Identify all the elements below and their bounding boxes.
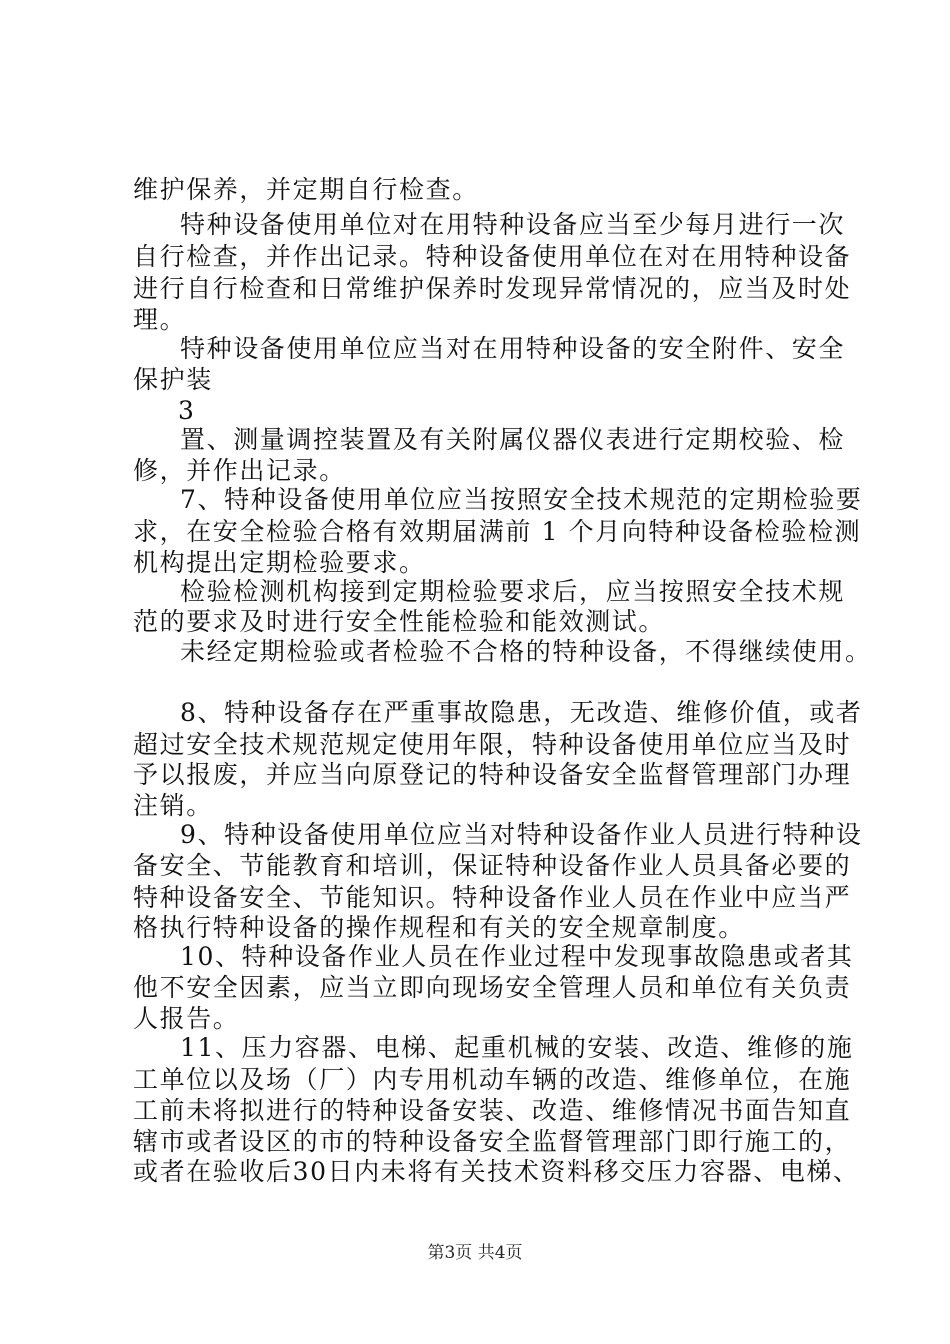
text-line: 备安全、节能教育和培训，保证特种设备作业人员具备必要的	[133, 851, 852, 880]
text-line: 予以报废，并应当向原登记的特种设备安全监督管理部门办理	[133, 760, 852, 789]
text-line: 修，并作出记录。	[133, 456, 346, 485]
text-line: 特种设备使用单位对在用特种设备应当至少每月进行一次	[180, 210, 846, 239]
text-line: 进行自行检查和日常维护保养时发现异常情况的，应当及时处	[133, 274, 852, 303]
text-line: 辖市或者设区的市的特种设备安全监督管理部门即行施工的，	[133, 1127, 852, 1156]
text-line: 11、压力容器、电梯、起重机械的安装、改造、维修的施	[180, 1033, 854, 1062]
text-line: 特种设备使用单位应当对在用特种设备的安全附件、安全	[180, 334, 846, 363]
inline-page-number: 3	[178, 396, 196, 425]
text-line: 保护装	[133, 365, 213, 394]
page-footer: 第3页 共4页	[427, 1243, 523, 1263]
text-line: 范的要求及时进行安全性能检验和能效测试。	[133, 607, 666, 636]
text-line: 9、特种设备使用单位应当对特种设备作业人员进行特种设	[180, 820, 863, 849]
text-line: 7、特种设备使用单位应当按照安全技术规范的定期检验要	[180, 485, 863, 514]
text-line: 人报告。	[133, 1004, 240, 1033]
text-line: 机构提出定期检验要求。	[133, 548, 426, 577]
text-line: 注销。	[133, 791, 213, 820]
text-line: 工前未将拟进行的特种设备安装、改造、维修情况书面告知直	[133, 1096, 852, 1125]
text-line: 置、测量调控装置及有关附属仪器仪表进行定期校验、检	[180, 425, 846, 454]
text-line: 格执行特种设备的操作规程和有关的安全规章制度。	[133, 913, 745, 942]
text-line: 10、特种设备作业人员在作业过程中发现事故隐患或者其	[180, 942, 854, 971]
text-line: 超过安全技术规范规定使用年限，特种设备使用单位应当及时	[133, 730, 852, 759]
text-line: 自行检查，并作出记录。特种设备使用单位在对在用特种设备	[133, 242, 852, 271]
text-line: 8、特种设备存在严重事故隐患，无改造、维修价值，或者	[180, 698, 863, 727]
text-line: 检验检测机构接到定期检验要求后，应当按照安全技术规	[180, 577, 846, 606]
text-line: 维护保养，并定期自行检查。	[133, 175, 479, 204]
text-line: 理。	[133, 305, 187, 334]
text-line: 他不安全因素，应当立即向现场安全管理人员和单位有关负责	[133, 973, 852, 1002]
text-line: 工单位以及场（厂）内专用机动车辆的改造、维修单位，在施	[133, 1065, 852, 1094]
text-line: 未经定期检验或者检验不合格的特种设备，不得继续使用。	[180, 637, 872, 666]
text-line: 求，在安全检验合格有效期届满前 1 个月向特种设备检验检测	[133, 517, 862, 546]
text-line: 或者在验收后30日内未将有关技术资料移交压力容器、电梯、	[133, 1157, 860, 1186]
text-line: 特种设备安全、节能知识。特种设备作业人员在作业中应当严	[133, 883, 852, 912]
